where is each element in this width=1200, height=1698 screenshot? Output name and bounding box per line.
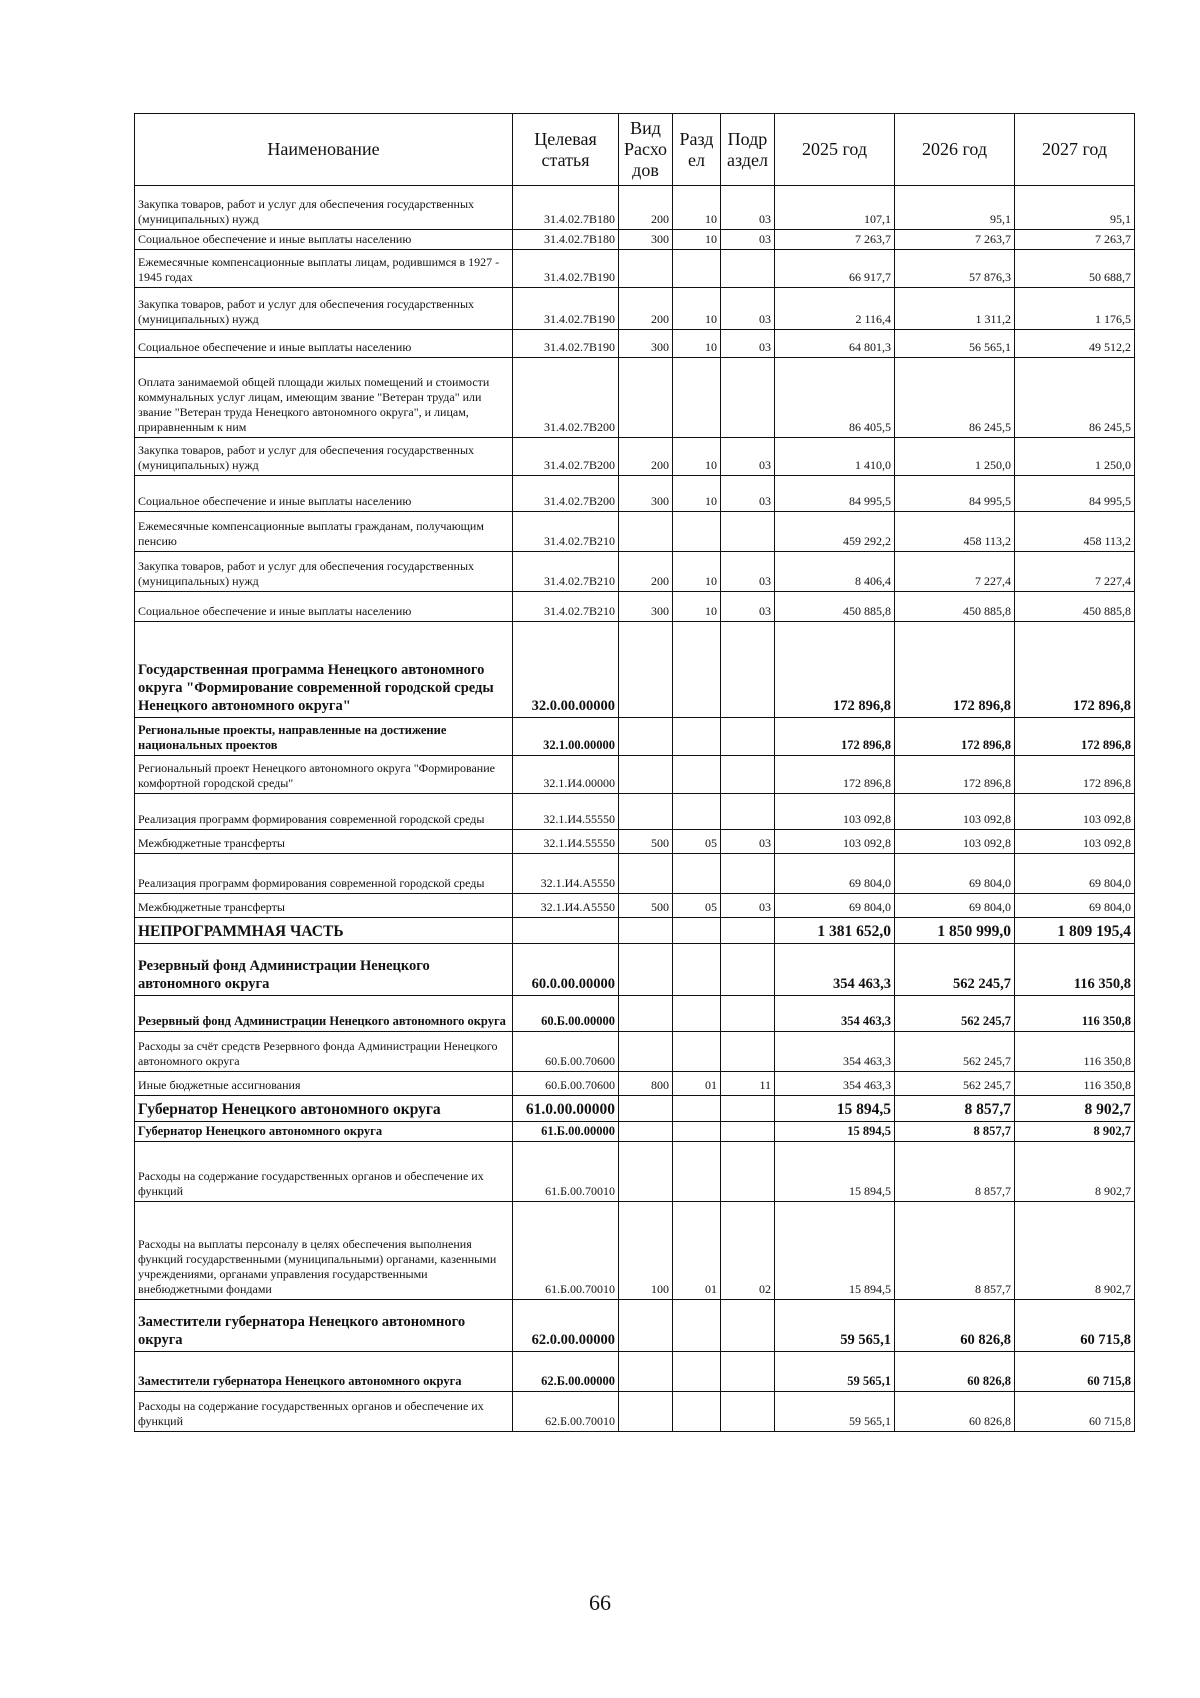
cell-y2026: 60 826,8: [895, 1352, 1015, 1392]
cell-name: Закупка товаров, работ и услуг для обеспечения государственных (муниципальных) нужд: [135, 438, 513, 476]
cell-pr: [721, 1142, 775, 1202]
cell-y2026: 562 245,7: [895, 944, 1015, 996]
cell-y2025: 8 406,4: [775, 552, 895, 592]
cell-code: 31.4.02.7В210: [513, 592, 619, 622]
cell-name: Иные бюджетные ассигнования: [135, 1072, 513, 1096]
table-row: [135, 186, 1135, 230]
cell-y2026: 1 250,0: [895, 438, 1015, 476]
cell-y2026: 95,1: [895, 186, 1015, 230]
cell-y2027: 60 715,8: [1015, 1352, 1135, 1392]
cell-pr: [721, 622, 775, 718]
cell-pr: 03: [721, 592, 775, 622]
table-row: [135, 1096, 1135, 1122]
cell-rz: [673, 622, 721, 718]
cell-vr: 200: [619, 186, 673, 230]
cell-y2027: 1 809 195,4: [1015, 918, 1135, 944]
cell-vr: [619, 1352, 673, 1392]
cell-y2026: 8 857,7: [895, 1202, 1015, 1300]
cell-y2025: 103 092,8: [775, 830, 895, 854]
cell-y2025: 69 804,0: [775, 854, 895, 894]
cell-rz: 01: [673, 1072, 721, 1096]
cell-rz: 05: [673, 894, 721, 918]
cell-y2025: 59 565,1: [775, 1392, 895, 1432]
cell-pr: [721, 756, 775, 794]
cell-rz: 10: [673, 552, 721, 592]
cell-code: 60.0.00.00000: [513, 944, 619, 996]
cell-rz: [673, 756, 721, 794]
cell-y2026: 56 565,1: [895, 330, 1015, 358]
cell-name: Социальное обеспечение и иные выплаты населению: [135, 592, 513, 622]
cell-y2026: 86 245,5: [895, 358, 1015, 438]
cell-code: 31.4.02.7В180: [513, 230, 619, 250]
cell-pr: 03: [721, 476, 775, 512]
table-row: [135, 230, 1135, 250]
cell-code: 32.1.И4.А5550: [513, 894, 619, 918]
budget-table-sheet: [134, 113, 1134, 1432]
cell-name: Реализация программ формирования современной городской среды: [135, 854, 513, 894]
cell-rz: [673, 1392, 721, 1432]
table-row: [135, 756, 1135, 794]
cell-code: 60.Б.00.70600: [513, 1032, 619, 1072]
cell-name: НЕПРОГРАММНАЯ ЧАСТЬ: [135, 918, 513, 944]
cell-vr: 300: [619, 592, 673, 622]
header-name: Наименование: [135, 114, 513, 186]
cell-vr: [619, 1142, 673, 1202]
cell-vr: 300: [619, 330, 673, 358]
table-row: [135, 996, 1135, 1032]
cell-y2027: 69 804,0: [1015, 854, 1135, 894]
cell-rz: 10: [673, 438, 721, 476]
cell-y2026: 7 263,7: [895, 230, 1015, 250]
cell-code: 62.Б.00.00000: [513, 1352, 619, 1392]
cell-y2026: 60 826,8: [895, 1300, 1015, 1352]
cell-rz: [673, 512, 721, 552]
cell-vr: 300: [619, 230, 673, 250]
cell-pr: 03: [721, 438, 775, 476]
cell-y2027: 95,1: [1015, 186, 1135, 230]
cell-y2025: 2 116,4: [775, 288, 895, 330]
cell-name: Ежемесячные компенсационные выплаты гражданам, получающим пенсию: [135, 512, 513, 552]
cell-code: 60.Б.00.00000: [513, 996, 619, 1032]
cell-y2027: 172 896,8: [1015, 622, 1135, 718]
cell-pr: [721, 944, 775, 996]
header-2027: 2027 год: [1015, 114, 1135, 186]
cell-y2026: 450 885,8: [895, 592, 1015, 622]
table-row: [135, 1072, 1135, 1096]
cell-y2025: 450 885,8: [775, 592, 895, 622]
table-row: [135, 1300, 1135, 1352]
cell-y2025: 15 894,5: [775, 1122, 895, 1142]
table-row: [135, 438, 1135, 476]
cell-code: 32.1.И4.55550: [513, 794, 619, 830]
table-row: [135, 1032, 1135, 1072]
cell-y2026: 103 092,8: [895, 794, 1015, 830]
cell-y2027: 84 995,5: [1015, 476, 1135, 512]
cell-pr: 03: [721, 230, 775, 250]
cell-y2026: 8 857,7: [895, 1096, 1015, 1122]
cell-y2025: 86 405,5: [775, 358, 895, 438]
cell-name: Закупка товаров, работ и услуг для обеспечения государственных (муниципальных) нужд: [135, 288, 513, 330]
table-row: [135, 512, 1135, 552]
cell-y2027: 1 176,5: [1015, 288, 1135, 330]
header-subsection: Подр аздел: [721, 114, 775, 186]
cell-y2027: 172 896,8: [1015, 756, 1135, 794]
cell-y2025: 172 896,8: [775, 718, 895, 756]
cell-pr: 11: [721, 1072, 775, 1096]
cell-rz: 05: [673, 830, 721, 854]
table-row: [135, 718, 1135, 756]
cell-y2025: 354 463,3: [775, 1032, 895, 1072]
table-row: [135, 1392, 1135, 1432]
cell-y2027: 49 512,2: [1015, 330, 1135, 358]
cell-y2027: 458 113,2: [1015, 512, 1135, 552]
cell-name: Губернатор Ненецкого автономного округа: [135, 1096, 513, 1122]
cell-name: Губернатор Ненецкого автономного округа: [135, 1122, 513, 1142]
cell-name: Региональный проект Ненецкого автономного округа "Формирование комфортной городской среды": [135, 756, 513, 794]
cell-vr: 800: [619, 1072, 673, 1096]
cell-rz: 10: [673, 288, 721, 330]
cell-y2025: 15 894,5: [775, 1202, 895, 1300]
cell-code: 31.4.02.7В190: [513, 250, 619, 288]
cell-y2026: 562 245,7: [895, 996, 1015, 1032]
cell-rz: [673, 1032, 721, 1072]
cell-name: Заместители губернатора Ненецкого автономного округа: [135, 1352, 513, 1392]
cell-y2026: 1 311,2: [895, 288, 1015, 330]
cell-code: 32.1.И4.55550: [513, 830, 619, 854]
table-row: [135, 894, 1135, 918]
cell-y2026: 60 826,8: [895, 1392, 1015, 1432]
cell-vr: 200: [619, 552, 673, 592]
cell-y2027: 450 885,8: [1015, 592, 1135, 622]
cell-vr: [619, 1032, 673, 1072]
cell-code: 62.Б.00.70010: [513, 1392, 619, 1432]
cell-y2025: 69 804,0: [775, 894, 895, 918]
table-body: [135, 186, 1135, 1432]
header-kind: Вид Расхо дов: [619, 114, 673, 186]
cell-pr: 03: [721, 288, 775, 330]
cell-code: 31.4.02.7В190: [513, 330, 619, 358]
cell-vr: [619, 1096, 673, 1122]
cell-y2025: 7 263,7: [775, 230, 895, 250]
cell-vr: [619, 512, 673, 552]
cell-pr: [721, 854, 775, 894]
cell-y2025: 59 565,1: [775, 1352, 895, 1392]
cell-y2026: 1 850 999,0: [895, 918, 1015, 944]
cell-name: Расходы на содержание государственных органов и обеспечение их функций: [135, 1142, 513, 1202]
cell-y2027: 8 902,7: [1015, 1142, 1135, 1202]
cell-pr: [721, 794, 775, 830]
cell-rz: [673, 918, 721, 944]
cell-vr: [619, 918, 673, 944]
cell-name: Оплата занимаемой общей площади жилых помещений и стоимости коммунальных услуг лицам, имеющим звание "Ветеран труда" или звание "Ветеран труда Ненецкого автономного округа", и лицам, приравненным к ним: [135, 358, 513, 438]
cell-pr: [721, 358, 775, 438]
table-row: [135, 592, 1135, 622]
cell-name: Расходы на выплаты персоналу в целях обеспечения выполнения функций государственными (муниципальными) органами, казенными учреждениями, органами управления государственными внебюджетными фондами: [135, 1202, 513, 1300]
cell-vr: 500: [619, 830, 673, 854]
cell-code: 32.1.И4.00000: [513, 756, 619, 794]
cell-y2025: 459 292,2: [775, 512, 895, 552]
cell-name: Закупка товаров, работ и услуг для обеспечения государственных (муниципальных) нужд: [135, 552, 513, 592]
cell-rz: 10: [673, 592, 721, 622]
cell-code: 62.0.00.00000: [513, 1300, 619, 1352]
cell-code: 31.4.02.7В200: [513, 358, 619, 438]
cell-pr: [721, 1392, 775, 1432]
cell-rz: 10: [673, 330, 721, 358]
cell-rz: [673, 1142, 721, 1202]
table-row: [135, 288, 1135, 330]
cell-rz: [673, 1352, 721, 1392]
cell-pr: 03: [721, 330, 775, 358]
cell-rz: [673, 718, 721, 756]
cell-y2026: 8 857,7: [895, 1142, 1015, 1202]
cell-y2025: 354 463,3: [775, 1072, 895, 1096]
cell-y2027: 172 896,8: [1015, 718, 1135, 756]
cell-code: 31.4.02.7В210: [513, 552, 619, 592]
cell-vr: 200: [619, 288, 673, 330]
table-row: [135, 830, 1135, 854]
cell-rz: [673, 944, 721, 996]
cell-y2025: 354 463,3: [775, 944, 895, 996]
cell-code: 32.0.00.00000: [513, 622, 619, 718]
cell-code: 32.1.00.00000: [513, 718, 619, 756]
cell-vr: [619, 944, 673, 996]
cell-pr: 03: [721, 894, 775, 918]
table-row: [135, 1122, 1135, 1142]
cell-name: Расходы на содержание государственных органов и обеспечение их функций: [135, 1392, 513, 1432]
header-section: Разд ел: [673, 114, 721, 186]
cell-rz: [673, 358, 721, 438]
cell-y2027: 60 715,8: [1015, 1392, 1135, 1432]
cell-code: 31.4.02.7В190: [513, 288, 619, 330]
cell-y2027: 116 350,8: [1015, 944, 1135, 996]
cell-y2025: 15 894,5: [775, 1142, 895, 1202]
cell-y2025: 59 565,1: [775, 1300, 895, 1352]
cell-y2027: 103 092,8: [1015, 830, 1135, 854]
cell-code: 61.Б.00.70010: [513, 1142, 619, 1202]
cell-name: Межбюджетные трансферты: [135, 830, 513, 854]
cell-name: Государственная программа Ненецкого автономного округа "Формирование современной городской среды Ненецкого автономного округа": [135, 622, 513, 718]
cell-rz: [673, 854, 721, 894]
table-row: [135, 1352, 1135, 1392]
cell-pr: 03: [721, 552, 775, 592]
cell-y2026: 8 857,7: [895, 1122, 1015, 1142]
cell-y2025: 64 801,3: [775, 330, 895, 358]
cell-vr: [619, 622, 673, 718]
cell-name: Социальное обеспечение и иные выплаты населению: [135, 230, 513, 250]
table-row: [135, 330, 1135, 358]
table-row: [135, 250, 1135, 288]
cell-pr: [721, 1096, 775, 1122]
cell-vr: [619, 1300, 673, 1352]
cell-y2025: 1 381 652,0: [775, 918, 895, 944]
cell-y2025: 1 410,0: [775, 438, 895, 476]
cell-name: Социальное обеспечение и иные выплаты населению: [135, 330, 513, 358]
cell-y2026: 172 896,8: [895, 718, 1015, 756]
cell-vr: [619, 1122, 673, 1142]
cell-name: Социальное обеспечение и иные выплаты населению: [135, 476, 513, 512]
cell-vr: [619, 996, 673, 1032]
cell-y2027: 60 715,8: [1015, 1300, 1135, 1352]
table-row: [135, 794, 1135, 830]
cell-y2025: 103 092,8: [775, 794, 895, 830]
table-row: [135, 918, 1135, 944]
cell-pr: [721, 512, 775, 552]
cell-y2027: 116 350,8: [1015, 1072, 1135, 1096]
cell-code: 31.4.02.7В200: [513, 476, 619, 512]
cell-y2026: 84 995,5: [895, 476, 1015, 512]
table-row: [135, 476, 1135, 512]
cell-y2027: 7 227,4: [1015, 552, 1135, 592]
cell-y2026: 7 227,4: [895, 552, 1015, 592]
cell-y2025: 15 894,5: [775, 1096, 895, 1122]
table-header-row: [135, 114, 1135, 186]
cell-name: Реализация программ формирования современной городской среды: [135, 794, 513, 830]
cell-y2027: 86 245,5: [1015, 358, 1135, 438]
cell-code: [513, 918, 619, 944]
cell-vr: [619, 358, 673, 438]
cell-y2026: 69 804,0: [895, 894, 1015, 918]
cell-y2027: 116 350,8: [1015, 1032, 1135, 1072]
cell-y2026: 458 113,2: [895, 512, 1015, 552]
cell-name: Резервный фонд Администрации Ненецкого автономного округа: [135, 944, 513, 996]
cell-code: 61.Б.00.70010: [513, 1202, 619, 1300]
cell-y2027: 69 804,0: [1015, 894, 1135, 918]
cell-pr: [721, 918, 775, 944]
cell-vr: [619, 250, 673, 288]
cell-vr: [619, 794, 673, 830]
cell-y2027: 116 350,8: [1015, 996, 1135, 1032]
cell-rz: [673, 1096, 721, 1122]
cell-vr: 300: [619, 476, 673, 512]
cell-pr: [721, 1122, 775, 1142]
cell-pr: 02: [721, 1202, 775, 1300]
cell-pr: [721, 1352, 775, 1392]
cell-y2025: 354 463,3: [775, 996, 895, 1032]
cell-code: 60.Б.00.70600: [513, 1072, 619, 1096]
cell-y2027: 50 688,7: [1015, 250, 1135, 288]
cell-vr: [619, 854, 673, 894]
header-2026: 2026 год: [895, 114, 1015, 186]
cell-y2026: 57 876,3: [895, 250, 1015, 288]
page-number: 66: [589, 1590, 611, 1615]
cell-y2026: 172 896,8: [895, 622, 1015, 718]
cell-y2027: 1 250,0: [1015, 438, 1135, 476]
cell-pr: [721, 1032, 775, 1072]
header-article: Целевая статья: [513, 114, 619, 186]
cell-code: 61.0.00.00000: [513, 1096, 619, 1122]
cell-vr: 500: [619, 894, 673, 918]
cell-pr: 03: [721, 830, 775, 854]
cell-rz: [673, 250, 721, 288]
cell-code: 31.4.02.7В180: [513, 186, 619, 230]
cell-y2025: 172 896,8: [775, 756, 895, 794]
cell-rz: 10: [673, 186, 721, 230]
table-row: [135, 1202, 1135, 1300]
cell-vr: 200: [619, 438, 673, 476]
cell-vr: 100: [619, 1202, 673, 1300]
cell-y2026: 103 092,8: [895, 830, 1015, 854]
cell-vr: [619, 718, 673, 756]
cell-y2025: 66 917,7: [775, 250, 895, 288]
cell-rz: [673, 1122, 721, 1142]
cell-name: Ежемесячные компенсационные выплаты лицам, родившимся в 1927 - 1945 годах: [135, 250, 513, 288]
table-row: [135, 944, 1135, 996]
cell-y2025: 84 995,5: [775, 476, 895, 512]
cell-pr: [721, 718, 775, 756]
cell-pr: [721, 250, 775, 288]
cell-y2027: 8 902,7: [1015, 1096, 1135, 1122]
cell-pr: [721, 996, 775, 1032]
cell-y2026: 562 245,7: [895, 1072, 1015, 1096]
table-row: [135, 622, 1135, 718]
cell-name: Расходы за счёт средств Резервного фонда Администрации Ненецкого автономного округа: [135, 1032, 513, 1072]
cell-y2026: 69 804,0: [895, 854, 1015, 894]
cell-name: Региональные проекты, направленные на достижение национальных проектов: [135, 718, 513, 756]
budget-table: [134, 113, 1135, 1432]
cell-vr: [619, 756, 673, 794]
cell-rz: 01: [673, 1202, 721, 1300]
cell-code: 32.1.И4.А5550: [513, 854, 619, 894]
cell-code: 31.4.02.7В210: [513, 512, 619, 552]
cell-y2025: 107,1: [775, 186, 895, 230]
cell-rz: [673, 996, 721, 1032]
table-row: [135, 552, 1135, 592]
table-row: [135, 854, 1135, 894]
cell-code: 31.4.02.7В200: [513, 438, 619, 476]
cell-pr: 03: [721, 186, 775, 230]
cell-y2027: 7 263,7: [1015, 230, 1135, 250]
cell-name: Межбюджетные трансферты: [135, 894, 513, 918]
cell-y2027: 8 902,7: [1015, 1122, 1135, 1142]
header-2025: 2025 год: [775, 114, 895, 186]
cell-y2027: 103 092,8: [1015, 794, 1135, 830]
cell-y2025: 172 896,8: [775, 622, 895, 718]
cell-code: 61.Б.00.00000: [513, 1122, 619, 1142]
cell-y2027: 8 902,7: [1015, 1202, 1135, 1300]
cell-rz: 10: [673, 230, 721, 250]
cell-name: Резервный фонд Администрации Ненецкого автономного округа: [135, 996, 513, 1032]
cell-name: Заместители губернатора Ненецкого автономного округа: [135, 1300, 513, 1352]
table-row: [135, 358, 1135, 438]
cell-rz: 10: [673, 476, 721, 512]
cell-y2026: 562 245,7: [895, 1032, 1015, 1072]
cell-rz: [673, 794, 721, 830]
cell-pr: [721, 1300, 775, 1352]
cell-name: Закупка товаров, работ и услуг для обеспечения государственных (муниципальных) нужд: [135, 186, 513, 230]
cell-vr: [619, 1392, 673, 1432]
table-row: [135, 1142, 1135, 1202]
cell-y2026: 172 896,8: [895, 756, 1015, 794]
cell-rz: [673, 1300, 721, 1352]
